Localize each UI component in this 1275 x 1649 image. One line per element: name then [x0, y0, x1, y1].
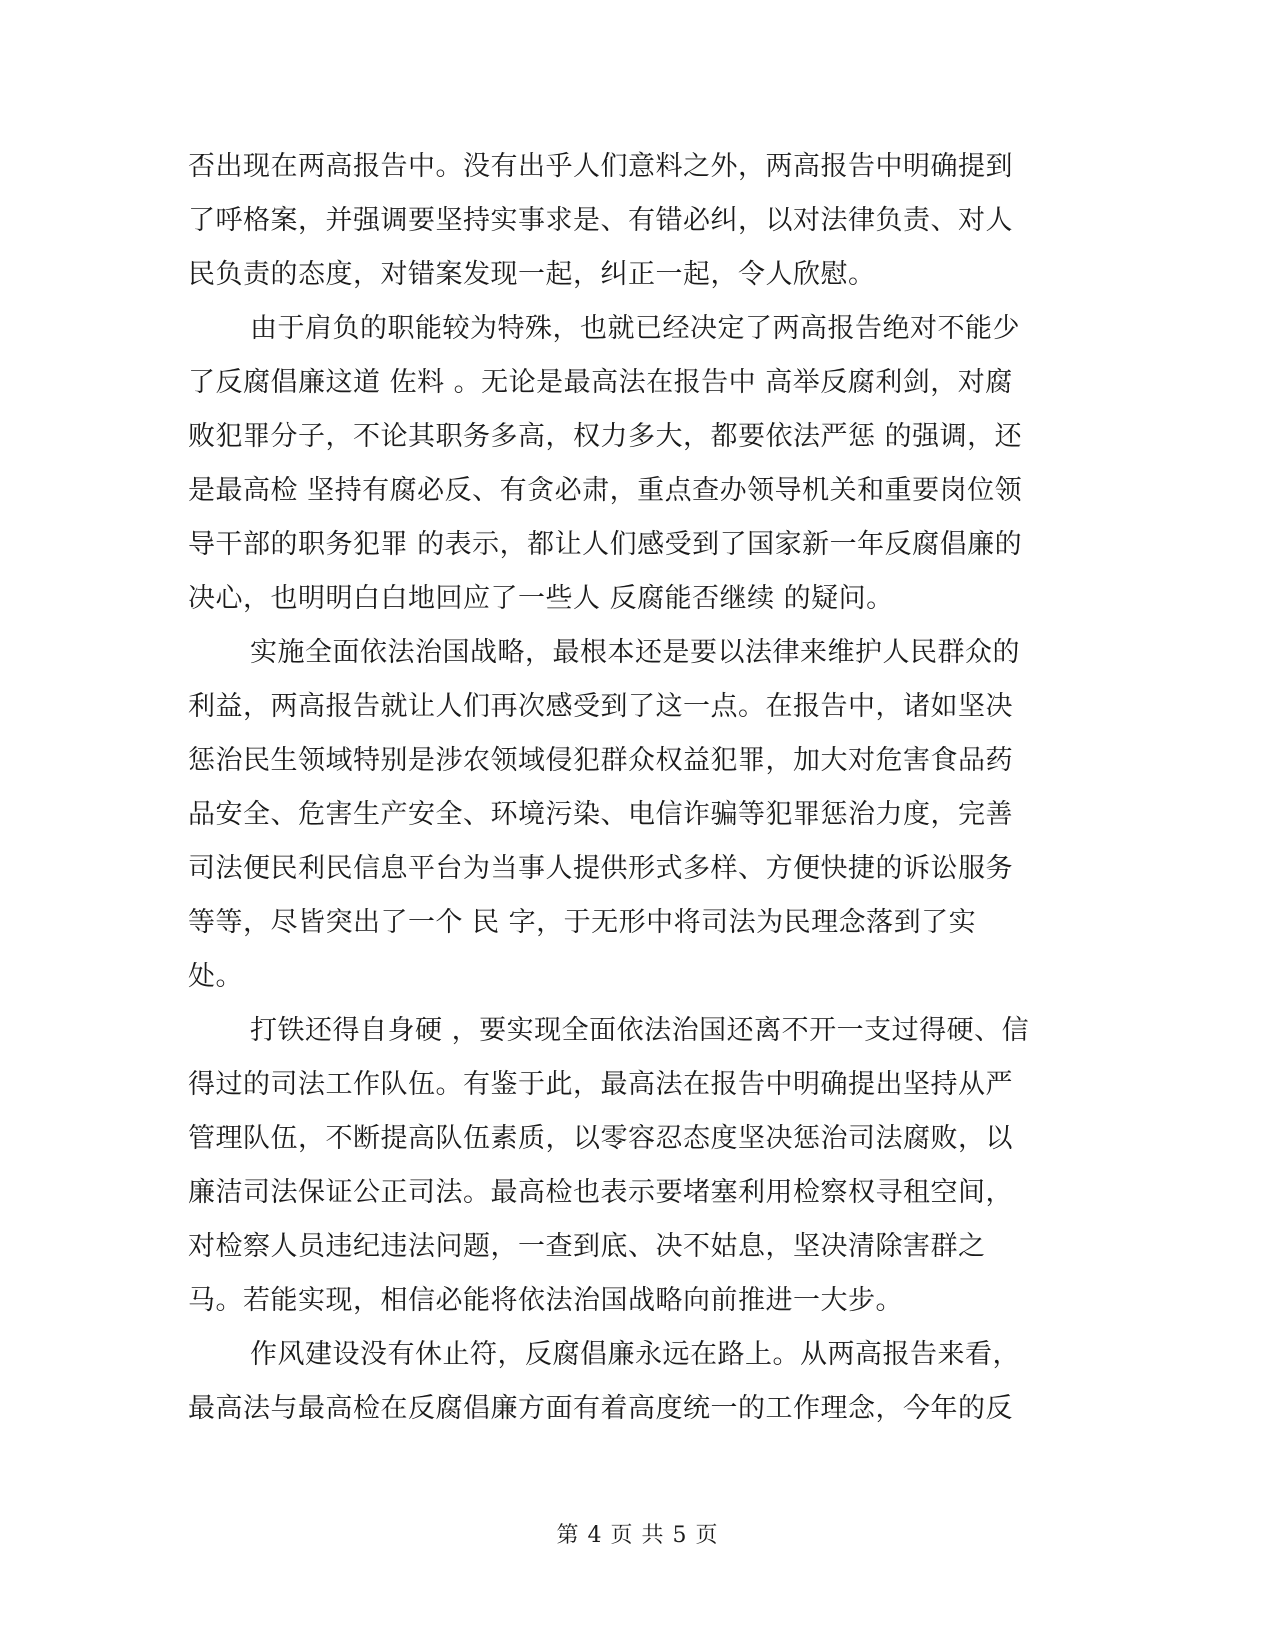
text-line: 导干部的职务犯罪 的表示，都让人们感受到了国家新一年反腐倡廉的	[188, 529, 1023, 560]
text-line: 司法便民利民信息平台为当事人提供形式多样、方便快捷的诉讼服务	[188, 853, 1013, 884]
text-line: 等等，尽皆突出了一个 民 字，于无形中将司法为民理念落到了实	[188, 907, 977, 938]
text-line: 由于肩负的职能较为特殊，也就已经决定了两高报告绝对不能少	[250, 313, 1020, 344]
text-line: 对检察人员违纪违法问题，一查到底、决不姑息，坚决清除害群之	[188, 1231, 986, 1262]
text-line: 了反腐倡廉这道 佐料 。无论是最高法在报告中 高举反腐利剑，对腐	[188, 367, 1013, 398]
text-line: 品安全、危害生产安全、环境污染、电信诈骗等犯罪惩治力度，完善	[188, 799, 1013, 830]
text-line: 决心，也明明白白地回应了一些人 反腐能否继续 的疑问。	[188, 583, 894, 614]
text-line: 打铁还得自身硬 ，要实现全面依法治国还离不开一支过得硬、信	[250, 1015, 1030, 1046]
paragraph-2	[188, 302, 1068, 626]
paragraph-5	[188, 1328, 1068, 1436]
text-line: 民负责的态度，对错案发现一起，纠正一起，令人欣慰。	[188, 259, 876, 290]
paragraph-1	[188, 140, 1068, 302]
page-number-footer: 第 4 页 共 5 页	[556, 1523, 719, 1548]
text-line: 了呼格案，并强调要坚持实事求是、有错必纠，以对法律负责、对人	[188, 205, 1013, 236]
text-line: 败犯罪分子，不论其职务多高，权力多大，都要依法严惩 的强调，还	[188, 421, 1023, 452]
paragraph-3	[188, 626, 1068, 1004]
text-line: 管理队伍，不断提高队伍素质，以零容忍态度坚决惩治司法腐败，以	[188, 1123, 1013, 1154]
text-line: 最高法与最高检在反腐倡廉方面有着高度统一的工作理念，今年的反	[188, 1393, 1013, 1424]
document-body	[188, 140, 1068, 1436]
text-line: 利益，两高报告就让人们再次感受到了这一点。在报告中，诸如坚决	[188, 691, 1013, 722]
text-line: 实施全面依法治国战略，最根本还是要以法律来维护人民群众的	[250, 637, 1020, 668]
text-line: 处。	[188, 961, 243, 992]
text-line: 得过的司法工作队伍。有鉴于此，最高法在报告中明确提出坚持从严	[188, 1069, 1013, 1100]
text-line: 作风建设没有休止符，反腐倡廉永远在路上。从两高报告来看，	[250, 1339, 1020, 1370]
text-line: 马。若能实现，相信必能将依法治国战略向前推进一大步。	[188, 1285, 903, 1316]
paragraph-4	[188, 1004, 1068, 1328]
text-line: 廉洁司法保证公正司法。最高检也表示要堵塞利用检察权寻租空间，	[188, 1177, 1013, 1208]
text-line: 惩治民生领域特别是涉农领域侵犯群众权益犯罪，加大对危害食品药	[188, 745, 1013, 776]
text-line: 否出现在两高报告中。没有出乎人们意料之外，两高报告中明确提到	[188, 151, 1013, 182]
text-line: 是最高检 坚持有腐必反、有贪必肃，重点查办领导机关和重要岗位领	[188, 475, 1023, 506]
